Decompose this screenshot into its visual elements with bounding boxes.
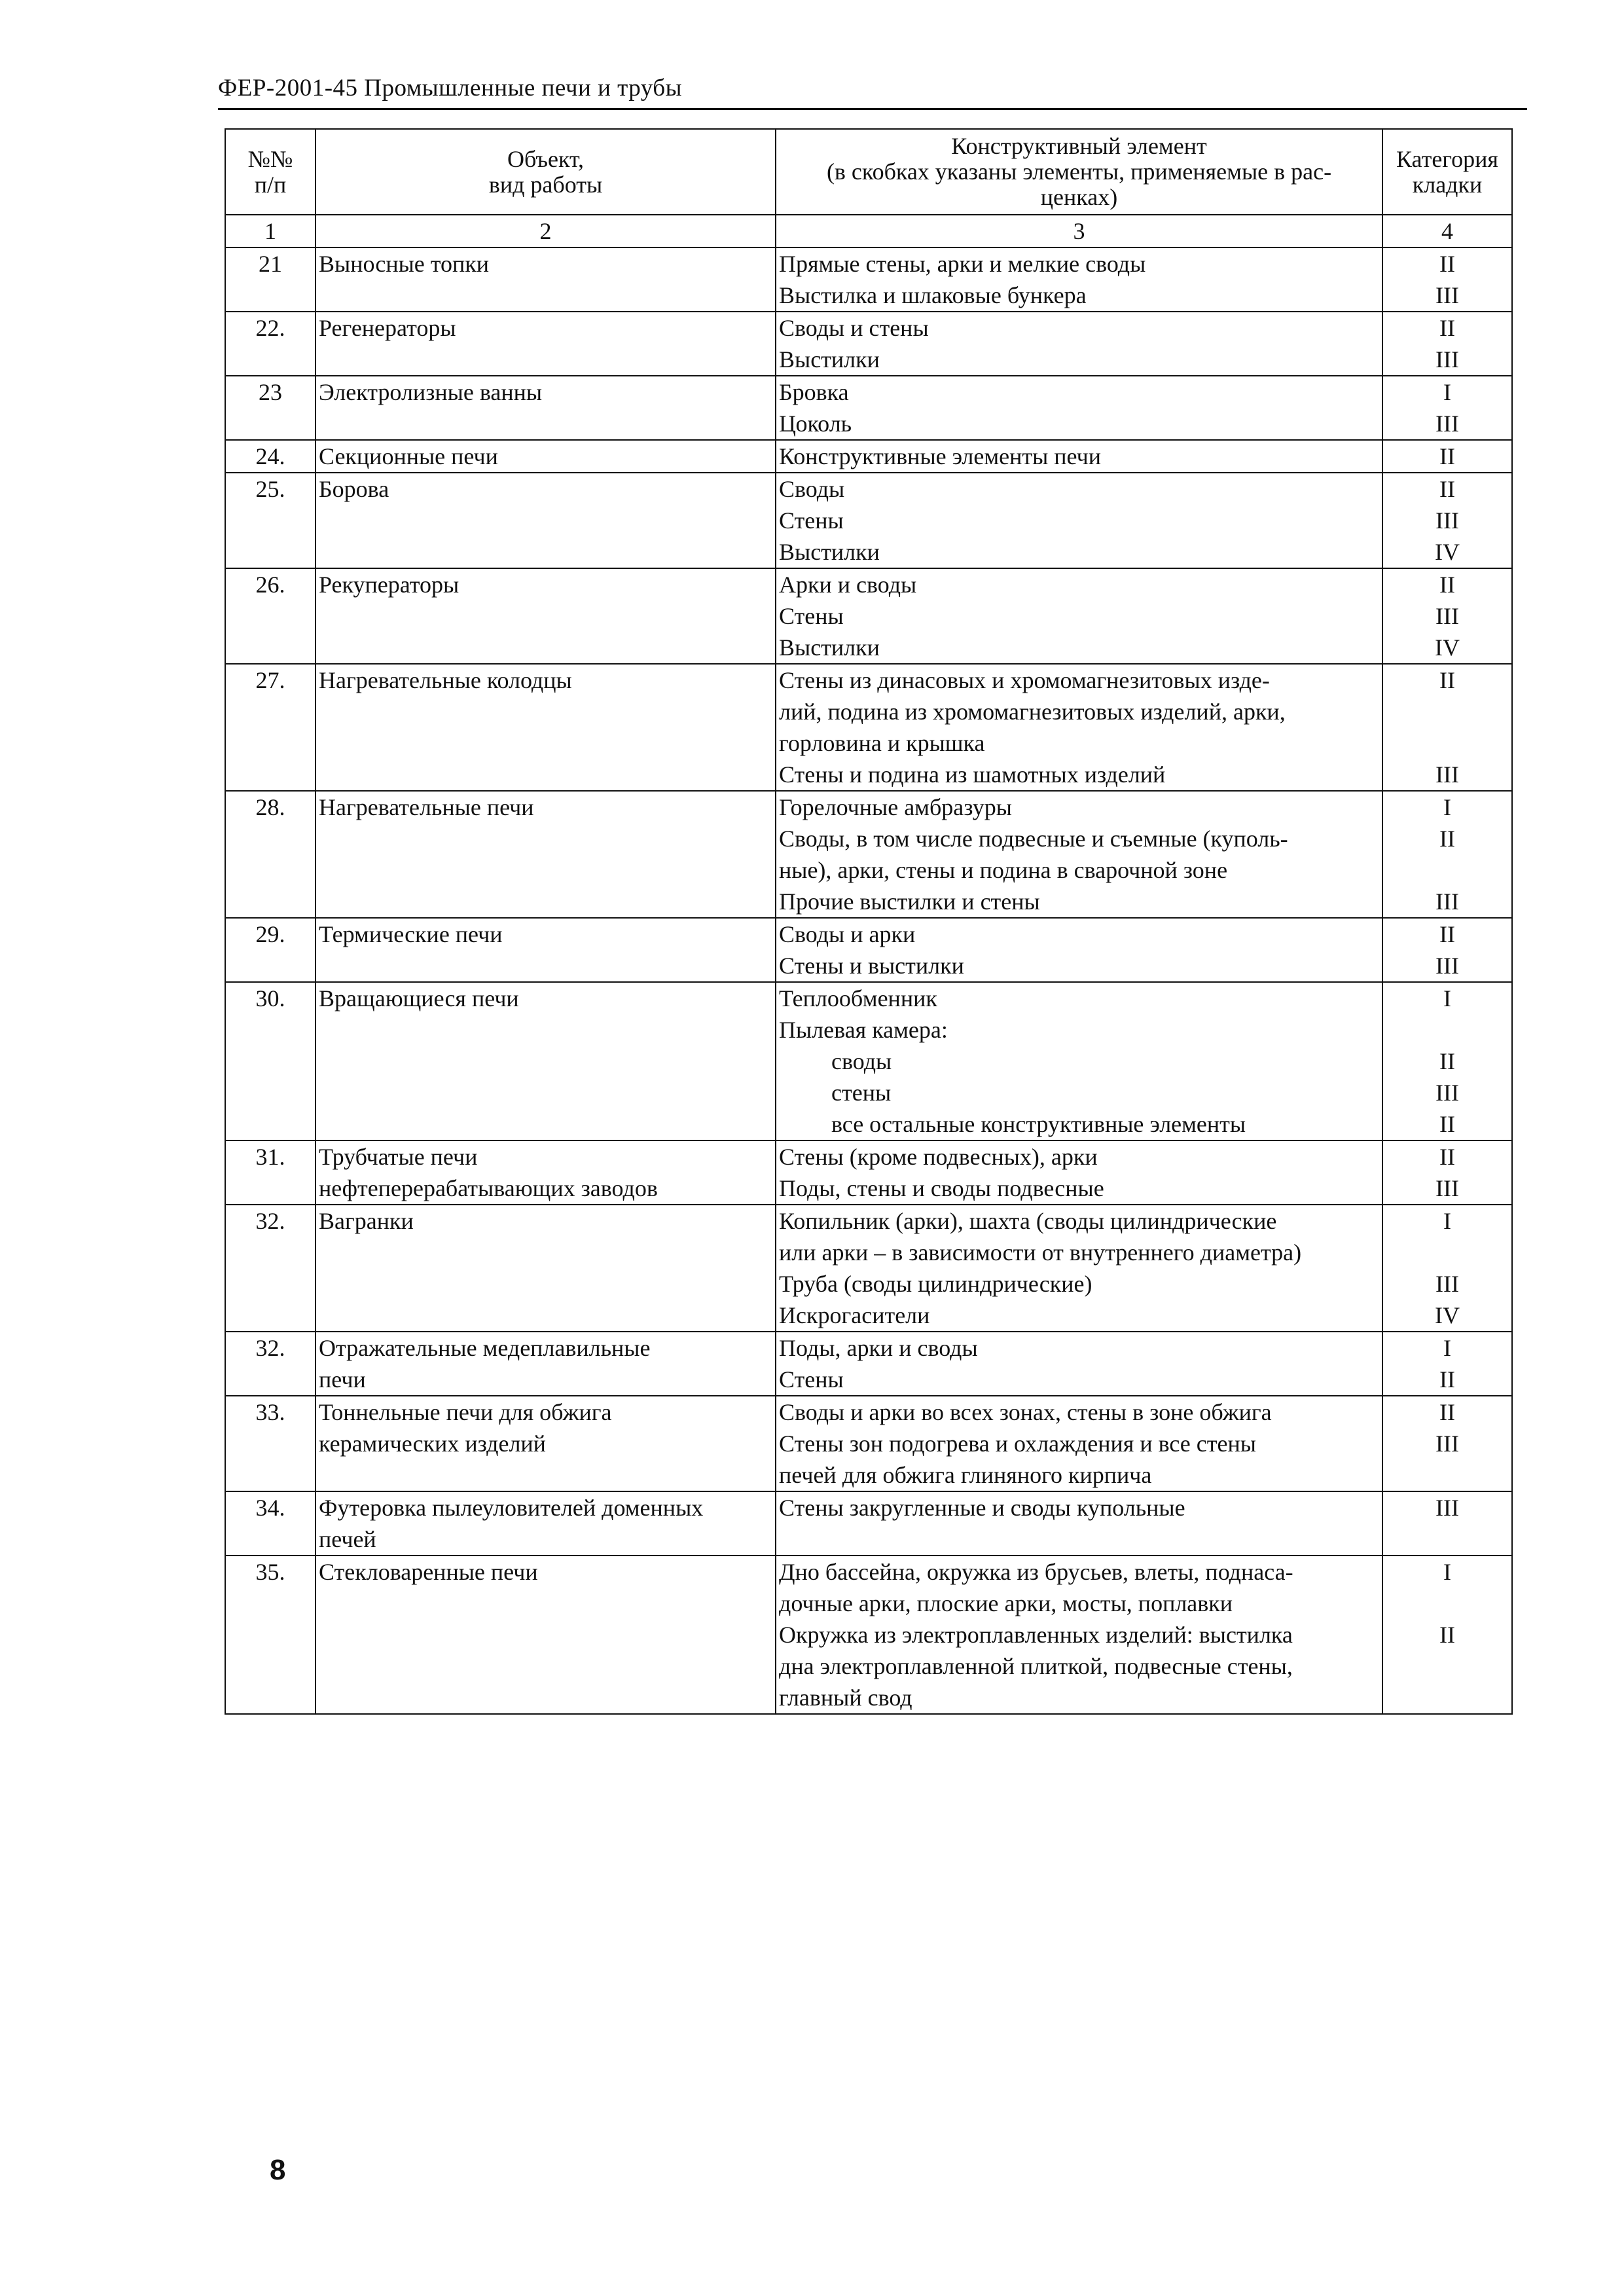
object-cell <box>316 1205 776 1332</box>
category-value: III <box>1435 1430 1459 1457</box>
table-row <box>225 664 1512 791</box>
category-value: I <box>1443 794 1451 820</box>
element-text: Стены из динасовых и хромомагнезитовых изде- <box>779 667 1270 693</box>
table-row <box>225 473 1512 568</box>
column-number: 1 <box>225 215 316 247</box>
category-value: III <box>1435 1080 1459 1106</box>
row-number: 35. <box>225 1556 316 1714</box>
table-row <box>225 312 1512 376</box>
category-value: II <box>1439 443 1455 469</box>
category-cell <box>1382 247 1512 312</box>
category-value: III <box>1435 761 1459 788</box>
table-body <box>225 247 1512 1714</box>
table-header-row <box>225 129 1512 215</box>
category-value: III <box>1435 346 1459 373</box>
header-rule <box>218 108 1527 110</box>
category-value: IV <box>1435 539 1460 565</box>
row-number: 32. <box>225 1332 316 1396</box>
element-text: Прямые стены, арки и мелкие своды <box>779 251 1146 277</box>
category-cell <box>1382 1140 1512 1205</box>
element-text: Своды и арки <box>779 921 916 947</box>
object-text: Секционные печи <box>319 443 498 469</box>
category-value: II <box>1439 476 1455 502</box>
element-cell <box>776 376 1382 440</box>
category-value <box>1386 1459 1509 1491</box>
category-value: II <box>1439 1144 1455 1170</box>
table-row <box>225 1205 1512 1332</box>
element-text: Бровка <box>779 379 849 405</box>
table-row <box>225 791 1512 918</box>
element-cell <box>776 982 1382 1140</box>
element-text: все остальные конструктивные элементы <box>831 1111 1246 1137</box>
category-value: III <box>1435 410 1459 437</box>
row-number: 34. <box>225 1491 316 1556</box>
row-number: 27. <box>225 664 316 791</box>
table-row <box>225 1140 1512 1205</box>
element-text: Своды и стены <box>779 315 929 341</box>
object-cell <box>316 473 776 568</box>
object-cell <box>316 982 776 1140</box>
page-header: ФЕР-2001-45 Промышленные печи и трубы <box>218 75 682 101</box>
object-cell <box>316 918 776 982</box>
category-cell <box>1382 312 1512 376</box>
category-cell <box>1382 982 1512 1140</box>
category-cell <box>1382 1332 1512 1396</box>
category-value <box>1386 1014 1509 1046</box>
object-cell <box>316 376 776 440</box>
category-value <box>1386 1650 1509 1682</box>
element-text: Цоколь <box>779 410 852 437</box>
row-number: 29. <box>225 918 316 982</box>
row-number: 25. <box>225 473 316 568</box>
element-text: Выстилки <box>779 346 880 373</box>
element-cell <box>776 312 1382 376</box>
category-cell <box>1382 918 1512 982</box>
object-text: нефтеперерабатывающих заводов <box>319 1175 658 1201</box>
category-value <box>1386 1682 1509 1713</box>
header-num: №№ п/п <box>225 129 316 215</box>
element-cell <box>776 440 1382 473</box>
element-text: Искрогасители <box>779 1302 930 1328</box>
row-number: 21 <box>225 247 316 312</box>
category-value: I <box>1443 379 1451 405</box>
element-text: Стены закругленные и своды купольные <box>779 1495 1185 1521</box>
object-text: Борова <box>319 476 389 502</box>
object-text: Нагревательные печи <box>319 794 534 820</box>
element-text: Поды, арки и своды <box>779 1335 978 1361</box>
row-number: 30. <box>225 982 316 1140</box>
element-text: Окружка из электроплавленных изделий: выстилка <box>779 1622 1293 1648</box>
category-cell <box>1382 473 1512 568</box>
table-row <box>225 440 1512 473</box>
element-text: Стены зон подогрева и охлаждения и все стены <box>779 1430 1256 1457</box>
object-text: Выносные топки <box>319 251 490 277</box>
element-cell <box>776 918 1382 982</box>
table-row <box>225 1491 1512 1556</box>
row-number: 26. <box>225 568 316 664</box>
category-value: III <box>1435 888 1459 915</box>
category-cell <box>1382 1205 1512 1332</box>
category-value: III <box>1435 1271 1459 1297</box>
element-cell <box>776 664 1382 791</box>
element-cell <box>776 791 1382 918</box>
category-cell <box>1382 1491 1512 1556</box>
category-value <box>1386 727 1509 759</box>
category-value: IV <box>1435 634 1460 661</box>
category-value: II <box>1439 1622 1455 1648</box>
category-value: IV <box>1435 1302 1460 1328</box>
category-value: I <box>1443 985 1451 1011</box>
element-text: дочные арки, плоские арки, мосты, поплавки <box>779 1590 1233 1616</box>
element-text: Горелочные амбразуры <box>779 794 1012 820</box>
category-value <box>1386 1237 1509 1268</box>
element-cell <box>776 247 1382 312</box>
object-text: Вагранки <box>319 1208 414 1234</box>
category-value: II <box>1439 826 1455 852</box>
element-cell <box>776 568 1382 664</box>
object-text: Электролизные ванны <box>319 379 543 405</box>
table-row <box>225 982 1512 1140</box>
category-value: III <box>1435 953 1459 979</box>
category-cell <box>1382 568 1512 664</box>
column-number: 3 <box>776 215 1382 247</box>
category-value: II <box>1439 667 1455 693</box>
category-cell <box>1382 440 1512 473</box>
object-text: Отражательные медеплавильные <box>319 1335 651 1361</box>
category-cell <box>1382 664 1512 791</box>
element-text: стены <box>831 1080 892 1106</box>
category-value <box>1386 1588 1509 1619</box>
object-text: Футеровка пылеуловителей доменных <box>319 1495 704 1521</box>
page-number: 8 <box>270 2154 286 2186</box>
category-value: I <box>1443 1208 1451 1234</box>
element-text: печей для обжига глиняного кирпича <box>779 1462 1152 1488</box>
object-cell <box>316 791 776 918</box>
object-cell <box>316 664 776 791</box>
category-value: I <box>1443 1335 1451 1361</box>
element-cell <box>776 1140 1382 1205</box>
element-cell <box>776 1205 1382 1332</box>
header-object: Объект, вид работы <box>316 129 776 215</box>
category-value <box>1386 696 1509 727</box>
element-text: дна электроплавленной плиткой, подвесные стены, <box>779 1653 1293 1679</box>
element-text: Своды, в том числе подвесные и съемные (куполь- <box>779 826 1288 852</box>
object-text: Регенераторы <box>319 315 456 341</box>
element-text: Стены и подина из шамотных изделий <box>779 761 1166 788</box>
row-number: 31. <box>225 1140 316 1205</box>
row-number: 33. <box>225 1396 316 1491</box>
element-text: Копильник (арки), шахта (своды цилиндрические <box>779 1208 1277 1234</box>
object-cell <box>316 568 776 664</box>
object-cell <box>316 1396 776 1491</box>
category-value: II <box>1439 251 1455 277</box>
element-text: Дно бассейна, окружка из брусьев, влеты, поднаса- <box>779 1559 1293 1585</box>
element-cell <box>776 1396 1382 1491</box>
row-number: 22. <box>225 312 316 376</box>
object-cell <box>316 1556 776 1714</box>
table-row <box>225 1332 1512 1396</box>
object-cell <box>316 440 776 473</box>
element-text: Стены <box>779 603 844 629</box>
element-text: главный свод <box>779 1685 912 1711</box>
category-value: II <box>1439 1399 1455 1425</box>
object-text: Тоннельные печи для обжига <box>319 1399 612 1425</box>
element-text: Стены <box>779 507 844 534</box>
category-value: III <box>1435 282 1459 308</box>
element-text: Поды, стены и своды подвесные <box>779 1175 1104 1201</box>
object-text: керамических изделий <box>319 1430 546 1457</box>
element-text: Стены и выстилки <box>779 953 964 979</box>
element-text: Теплообменник <box>779 985 937 1011</box>
object-text: Трубчатые печи <box>319 1144 478 1170</box>
element-cell <box>776 1491 1382 1556</box>
element-text: Выстилки <box>779 634 880 661</box>
row-number: 28. <box>225 791 316 918</box>
category-value <box>1386 854 1509 886</box>
element-text: горловина и крышка <box>779 730 985 756</box>
object-text: печи <box>319 1366 366 1393</box>
category-value: III <box>1435 507 1459 534</box>
object-text: Термические печи <box>319 921 503 947</box>
table-row <box>225 247 1512 312</box>
category-value: I <box>1443 1559 1451 1585</box>
element-text: Выстилки <box>779 539 880 565</box>
row-number: 24. <box>225 440 316 473</box>
header-category: Категория кладки <box>1382 129 1512 215</box>
element-cell <box>776 1556 1382 1714</box>
element-text: Конструктивные элементы печи <box>779 443 1102 469</box>
category-cell <box>1382 791 1512 918</box>
header-element: Конструктивный элемент (в скобках указаны элементы, применяемые в рас- ценках) <box>776 129 1382 215</box>
element-text: своды <box>831 1048 892 1074</box>
category-cell <box>1382 1396 1512 1491</box>
table-row <box>225 376 1512 440</box>
category-value: II <box>1439 315 1455 341</box>
column-number: 4 <box>1382 215 1512 247</box>
element-text: или арки – в зависимости от внутреннего диаметра) <box>779 1239 1302 1266</box>
element-text: Стены (кроме подвесных), арки <box>779 1144 1098 1170</box>
object-text: Стекловаренные печи <box>319 1559 538 1585</box>
object-text: Вращающиеся печи <box>319 985 519 1011</box>
table-row <box>225 1396 1512 1491</box>
element-cell <box>776 1332 1382 1396</box>
category-value: III <box>1435 1175 1459 1201</box>
table-row <box>225 1556 1512 1714</box>
element-text: ные), арки, стены и подина в сварочной зоне <box>779 857 1228 883</box>
element-cell <box>776 473 1382 568</box>
element-text: лий, подина из хромомагнезитовых изделий, арки, <box>779 699 1286 725</box>
table-row <box>225 568 1512 664</box>
object-cell <box>316 312 776 376</box>
category-value: II <box>1439 572 1455 598</box>
column-number: 2 <box>316 215 776 247</box>
object-cell <box>316 1140 776 1205</box>
column-number-row <box>225 215 1512 247</box>
row-number: 23 <box>225 376 316 440</box>
element-text: Своды <box>779 476 845 502</box>
element-text: Арки и своды <box>779 572 917 598</box>
masonry-category-table <box>225 128 1513 1715</box>
category-cell <box>1382 1556 1512 1714</box>
element-text: Своды и арки во всех зонах, стены в зоне обжига <box>779 1399 1272 1425</box>
category-value: III <box>1435 1495 1459 1521</box>
object-text: печей <box>319 1526 376 1552</box>
object-text: Нагревательные колодцы <box>319 667 572 693</box>
element-text: Прочие выстилки и стены <box>779 888 1040 915</box>
element-text: Выстилка и шлаковые бункера <box>779 282 1087 308</box>
object-cell <box>316 1332 776 1396</box>
object-cell <box>316 1491 776 1556</box>
category-value: II <box>1439 1048 1455 1074</box>
object-text: Рекуператоры <box>319 572 460 598</box>
row-number: 32. <box>225 1205 316 1332</box>
table-row <box>225 918 1512 982</box>
category-value: II <box>1439 1111 1455 1137</box>
object-cell <box>316 247 776 312</box>
category-value: II <box>1439 921 1455 947</box>
element-text: Пылевая камера: <box>779 1017 948 1043</box>
element-text: Стены <box>779 1366 844 1393</box>
category-value: II <box>1439 1366 1455 1393</box>
category-value: III <box>1435 603 1459 629</box>
category-cell <box>1382 376 1512 440</box>
element-text: Труба (своды цилиндрические) <box>779 1271 1092 1297</box>
